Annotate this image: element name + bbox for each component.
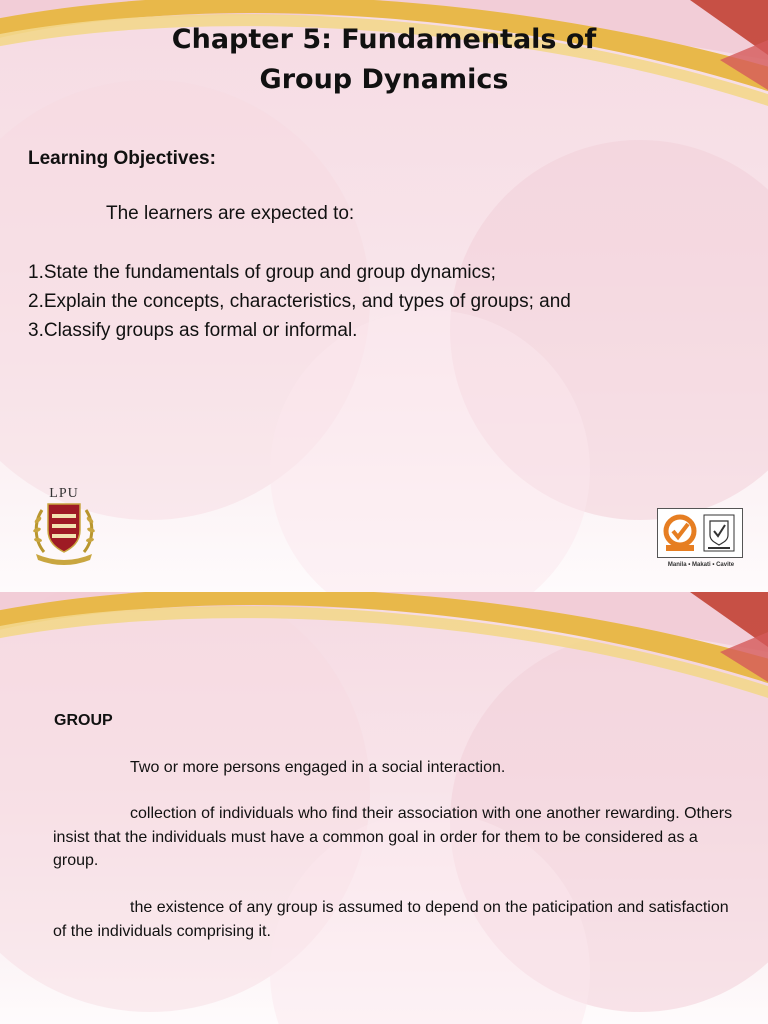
lpu-logo-text: LPU bbox=[49, 486, 79, 501]
objectives-heading: Learning Objectives: bbox=[28, 148, 216, 169]
iso-certification-icon bbox=[658, 509, 742, 557]
group-heading: GROUP bbox=[54, 712, 113, 729]
objective-item: 1.State the fundamentals of group and group dynamics; bbox=[28, 262, 496, 283]
lpu-logo bbox=[28, 486, 100, 568]
objectives-intro: The learners are expected to: bbox=[106, 203, 355, 224]
definition-paragraph bbox=[53, 896, 733, 943]
certification-logo bbox=[657, 508, 745, 572]
objective-item: 2.Explain the concepts, characteristics, and types of groups; and bbox=[28, 291, 571, 312]
objectives-list bbox=[28, 258, 571, 345]
slide-title bbox=[0, 20, 768, 100]
definition-paragraph bbox=[53, 802, 733, 873]
definition-text: the existence of any group is assumed to depend on the paticipation and satisfaction of the individuals comprising it. bbox=[53, 899, 729, 940]
objective-item: 3.Classify groups as formal or informal. bbox=[28, 320, 358, 341]
campus-locations: Manila • Makati • Cavite bbox=[667, 562, 735, 568]
title-line-1: Chapter 5: Fundamentals of bbox=[171, 24, 597, 55]
definition-text: Two or more persons engaged in a social interaction. bbox=[130, 759, 506, 776]
definition-text: collection of individuals who find their association with one another rewarding. Others insist that the individuals must have a common goal in order for them to be considered as a group. bbox=[53, 805, 733, 869]
slide-2 bbox=[0, 592, 768, 1024]
certification-badge-box bbox=[657, 508, 743, 558]
lpu-seal-icon bbox=[28, 500, 100, 568]
definition-paragraph bbox=[53, 756, 733, 780]
title-line-2: Group Dynamics bbox=[259, 64, 509, 95]
